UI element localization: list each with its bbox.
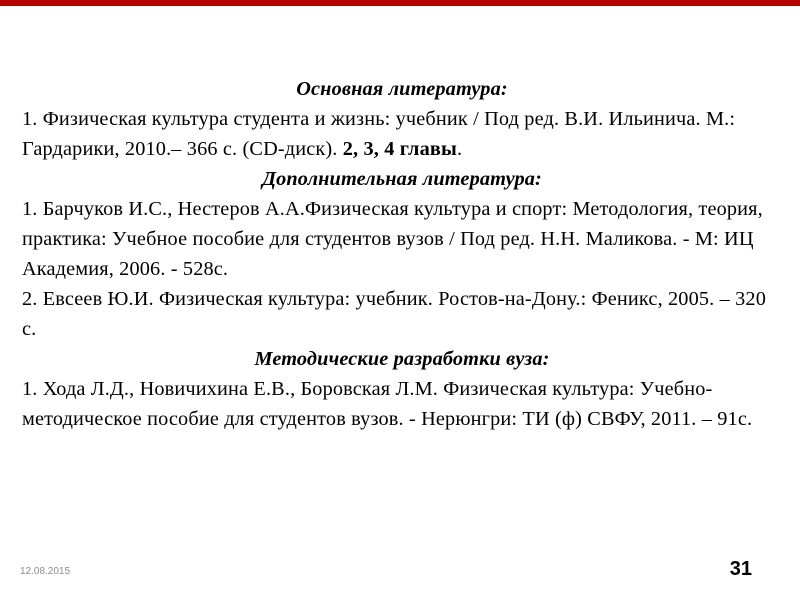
additional-literature-item-1: 1. Барчуков И.С., Нестеров А.А.Физическая культура и спорт: Методология, теория, практика: Учебное пособие для студентов вузов / Под ред. Н.Н. Маликова. - М: ИЦ Академия, 2006. - 528с. <box>22 198 763 280</box>
methodical-developments-item-1: 1. Хода Л.Д., Новичихина Е.В., Боровская Л.М. Физическая культура: Учебно- методическое пособие для студентов вузов. - Нерюнгри: ТИ (ф) СВФУ, 2011. – 91с. <box>22 378 753 430</box>
main-literature-item-1 <box>22 104 782 164</box>
main-literature-item-1-text: 1. Физическая культура студента и жизнь: учебник / Под ред. В.И. Ильинича. М.: Гардарики, 2010.– 366 с. (CD-диск). <box>22 108 736 160</box>
footer-date: 12.08.2015 <box>20 566 71 577</box>
page-number: 31 <box>729 558 752 580</box>
additional-literature-item-2: 2. Евсеев Ю.И. Физическая культура: учебник. Ростов-на-Дону.: Феникс, 2005. – 320 с. <box>22 288 767 340</box>
slide-content <box>22 74 782 434</box>
main-literature-item-1-end: . <box>456 138 463 160</box>
additional-literature-heading: Дополнительная литература: <box>262 168 542 190</box>
methodical-developments-heading: Методические разработки вуза: <box>254 348 550 370</box>
main-literature-heading: Основная литература: <box>296 78 508 100</box>
main-literature-item-1-chapters: 2, 3, 4 главы <box>342 138 457 160</box>
top-accent-rule <box>0 0 800 6</box>
